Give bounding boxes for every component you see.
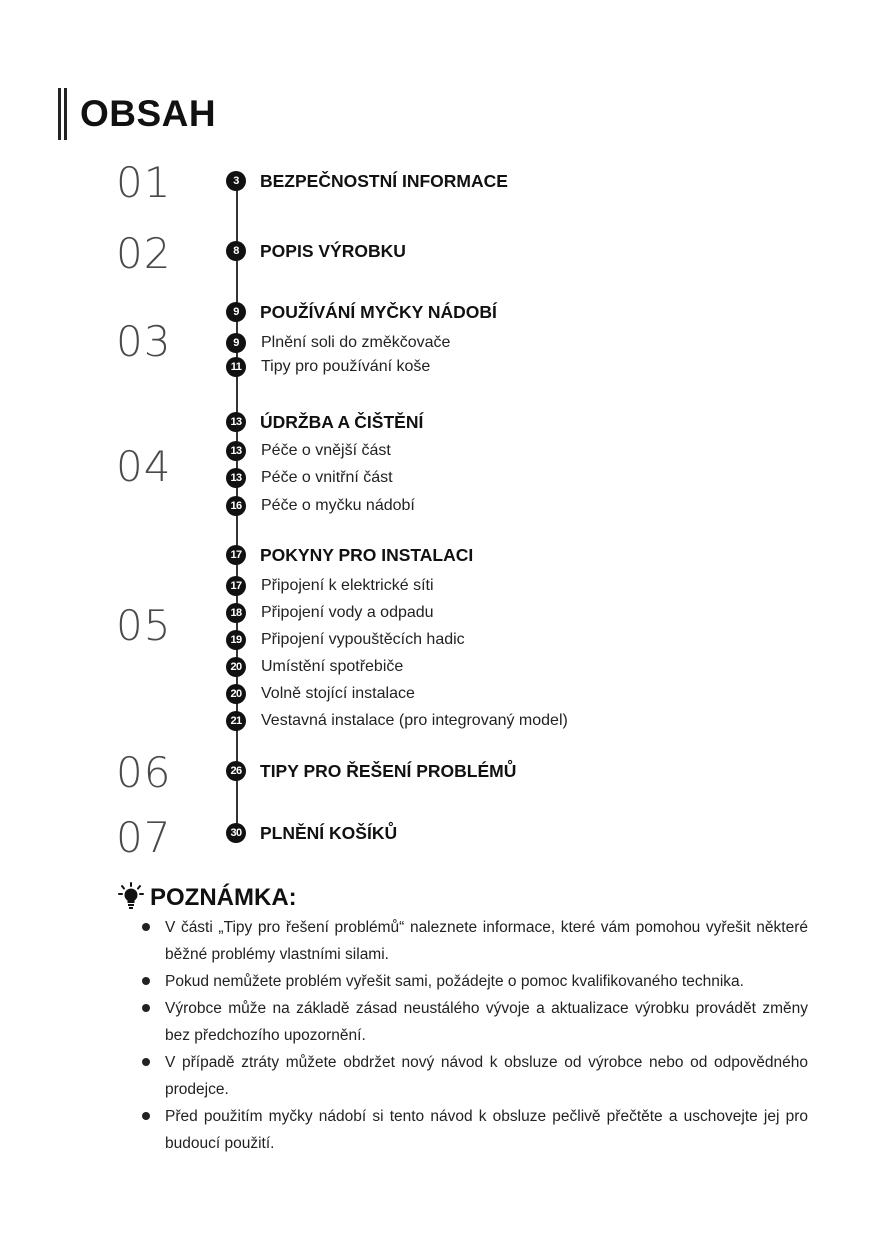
page-number-badge: 20 (226, 684, 246, 704)
page-number-badge: 9 (226, 302, 246, 322)
note-item-text: V části „Tipy pro řešení problémů“ naleznete informace, které vám pomohou vyřešit některé běžné problémy vlastními silami. (165, 919, 808, 963)
note-item (140, 995, 808, 1049)
page-title: OBSAH (80, 93, 217, 134)
page-number-badge: 20 (226, 657, 246, 677)
bullet-icon (142, 1112, 150, 1120)
chapter-number: 05 (116, 601, 172, 650)
page-number-badge: 19 (226, 630, 246, 650)
title-accent-bar (64, 88, 67, 140)
toc-entry-label: PLNĚNÍ KOŠÍKŮ (260, 823, 398, 843)
toc-subentry-label: Plnění soli do změkčovače (261, 334, 451, 351)
title-accent-bar (58, 88, 61, 140)
toc-entry-label: BEZPEČNOSTNÍ INFORMACE (260, 171, 508, 191)
toc-subentry-label: Volně stojící instalace (261, 685, 415, 702)
toc-subentry-label: Připojení vypouštěcích hadic (261, 631, 465, 648)
page-number-badge: 21 (226, 711, 246, 731)
page-number-badge: 9 (226, 333, 246, 353)
page-number-badge: 13 (226, 468, 246, 488)
toc-entry-label: POKYNY PRO INSTALACI (260, 545, 474, 565)
chapter-number: 03 (116, 317, 172, 366)
toc-entry-label: ÚDRŽBA A ČIŠTĚNÍ (260, 412, 424, 432)
page-number-badge: 26 (226, 761, 246, 781)
toc-entry-label: POPIS VÝROBKU (260, 241, 406, 261)
page-number-badge: 30 (226, 823, 246, 843)
toc-subentry-label: Péče o vnitřní část (261, 469, 393, 486)
toc-subentry-label: Péče o myčku nádobí (261, 497, 415, 514)
page-number-badge: 18 (226, 603, 246, 623)
page-number-badge: 17 (226, 576, 246, 596)
toc-subentry-label: Péče o vnější část (261, 442, 391, 459)
toc-subentry-label: Vestavná instalace (pro integrovaný model) (261, 712, 568, 729)
toc-subentry-label: Umístění spotřebiče (261, 658, 404, 675)
page-number-badge: 8 (226, 241, 246, 261)
page-number-badge: 11 (226, 357, 246, 377)
page-number-badge: 17 (226, 545, 246, 565)
bullet-icon (142, 977, 150, 985)
chapter-number: 04 (116, 442, 172, 491)
toc-subentry-label: Připojení vody a odpadu (261, 604, 434, 621)
page-number-badge: 13 (226, 441, 246, 461)
page-number-badge: 13 (226, 412, 246, 432)
page-number-badge: 3 (226, 171, 246, 191)
note-item-text: V případě ztráty můžete obdržet nový návod k obsluze od výrobce nebo od odpovědného prodejce. (165, 1054, 808, 1098)
note-item (140, 968, 808, 995)
chapter-number: 07 (116, 813, 172, 862)
note-item-text: Před použitím myčky nádobí si tento návod k obsluze pečlivě přečtěte a uschovejte jej pro budoucí použití. (165, 1108, 808, 1152)
chapter-number: 01 (116, 158, 172, 207)
toc-subentry-label: Tipy pro používání koše (261, 358, 431, 375)
page-number-badge: 16 (226, 496, 246, 516)
note-item-text: Výrobce může na základě zásad neustálého vývoje a aktualizace výrobku provádět změny bez předchozího upozornění. (165, 1000, 808, 1044)
bullet-icon (142, 923, 150, 931)
note-list (140, 914, 808, 1157)
bullet-icon (142, 1058, 150, 1066)
note-item (140, 914, 808, 968)
note-item (140, 1103, 808, 1157)
chapter-number: 02 (116, 229, 172, 278)
note-item (140, 1049, 808, 1103)
note-title: POZNÁMKA: (150, 884, 297, 911)
toc-entry-label: TIPY PRO ŘEŠENÍ PROBLÉMŮ (260, 761, 517, 781)
note-item-text: Pokud nemůžete problém vyřešit sami, požádejte o pomoc kvalifikovaného technika. (165, 973, 744, 990)
toc-subentry-label: Připojení k elektrické síti (261, 577, 434, 594)
lightbulb-icon (118, 882, 144, 910)
bullet-icon (142, 1004, 150, 1012)
toc-entry-label: POUŽÍVÁNÍ MYČKY NÁDOBÍ (260, 302, 497, 322)
chapter-number: 06 (116, 748, 172, 797)
